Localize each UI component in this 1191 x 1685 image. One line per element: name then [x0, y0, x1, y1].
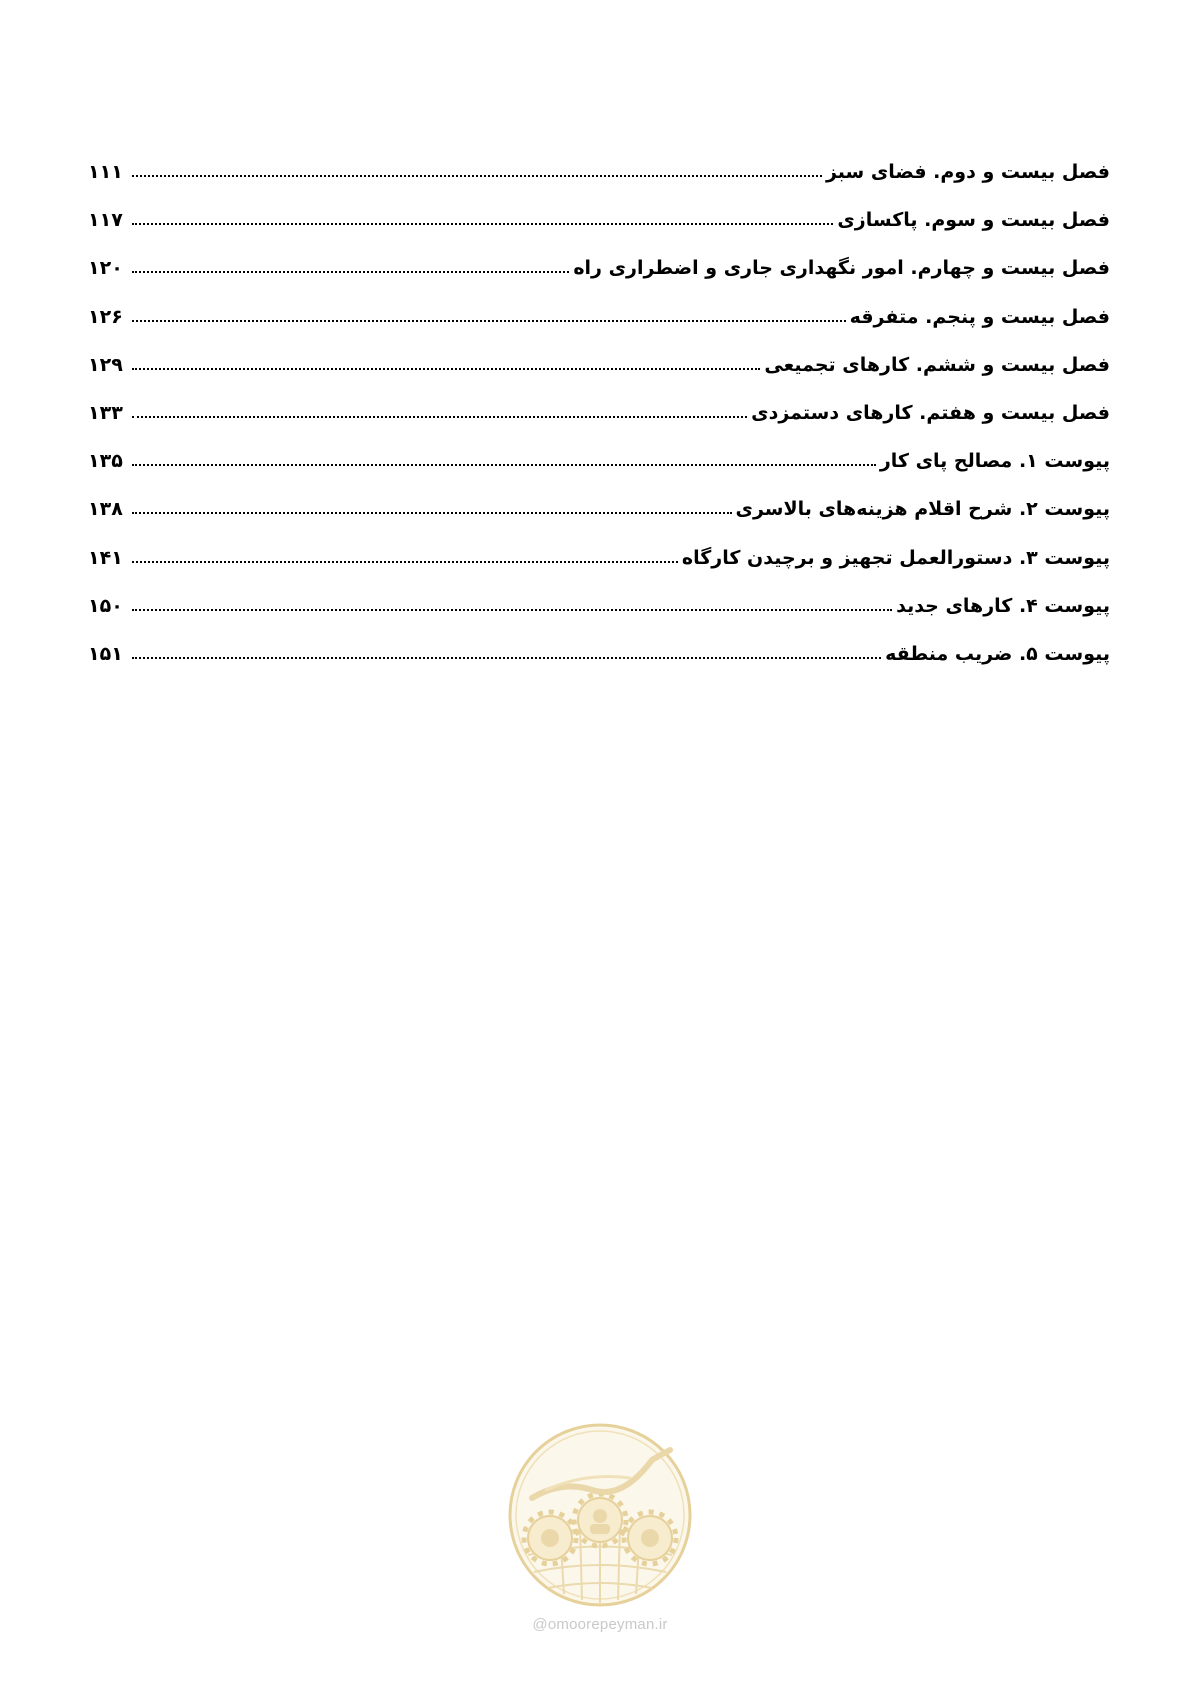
toc-dot-leader — [132, 209, 833, 227]
toc-entry-page: ۱۲۰ — [88, 257, 123, 280]
toc-entry-page: ۱۴۱ — [88, 546, 123, 569]
watermark-logo-graphic — [502, 1420, 698, 1610]
toc-dot-leader — [132, 547, 678, 565]
toc-dot-leader — [132, 306, 846, 324]
toc-dot-leader — [132, 257, 569, 275]
toc-dot-leader — [132, 595, 892, 613]
toc-entry[interactable] — [88, 351, 1110, 399]
toc-entry-page: ۱۲۶ — [88, 305, 123, 328]
toc-entry[interactable] — [88, 158, 1110, 206]
toc-entry-page: ۱۳۳ — [88, 401, 123, 424]
toc-entry-page: ۱۲۹ — [88, 353, 123, 376]
toc-entry[interactable] — [88, 544, 1110, 592]
watermark-url: @omoorepeyman.ir — [532, 1616, 668, 1633]
omoorepeyman-logo-icon — [502, 1420, 698, 1610]
toc-dot-leader — [132, 402, 747, 420]
toc-entry-title: پیوست ۴. کارهای جدید — [896, 594, 1110, 617]
toc-entry[interactable] — [88, 206, 1110, 254]
toc-entry-title: فصل بیست و ششم. کارهای تجمیعی — [764, 353, 1110, 376]
toc-entry-page: ۱۵۱ — [88, 642, 123, 665]
toc-entry-title: پیوست ۱. مصالح پای کار — [879, 450, 1110, 473]
toc-dot-leader — [132, 643, 881, 661]
toc-entry-title: پیوست ۳. دستورالعمل تجهیز و برچیدن کارگاه — [681, 546, 1110, 569]
toc-entry-title: فصل بیست و هفتم. کارهای دستمزدی — [751, 401, 1110, 424]
toc-entry-page: ۱۵۰ — [88, 594, 123, 617]
toc-entry-page: ۱۳۸ — [88, 498, 123, 521]
toc-entry[interactable] — [88, 640, 1110, 688]
toc-entry-title: فصل بیست و سوم. پاکسازی — [837, 209, 1110, 232]
toc-entry[interactable] — [88, 254, 1110, 302]
toc-entry-title: پیوست ۲. شرح اقلام هزینه‌های بالاسری — [735, 498, 1110, 521]
toc-entry-page: ۱۱۱ — [88, 161, 123, 183]
toc-entry-page: ۱۳۵ — [88, 450, 123, 473]
toc-entry-title: فصل بیست و چهارم. امور نگهداری جاری و اضطراری راه — [573, 257, 1110, 280]
toc-dot-leader — [132, 161, 822, 179]
table-of-contents — [88, 158, 1110, 688]
toc-entry-title: فصل بیست و دوم. فضای سبز — [825, 161, 1110, 183]
toc-entry[interactable] — [88, 495, 1110, 543]
toc-dot-leader — [132, 354, 760, 372]
toc-entry[interactable] — [88, 303, 1110, 351]
toc-dot-leader — [132, 498, 732, 516]
toc-entry-page: ۱۱۷ — [88, 209, 123, 232]
watermark-url-text: omoorepeyman.ir — [547, 1616, 668, 1633]
toc-entry-title: پیوست ۵. ضریب منطقه — [885, 642, 1110, 665]
toc-entry[interactable] — [88, 447, 1110, 495]
toc-entry[interactable] — [88, 399, 1110, 447]
toc-entry-title: فصل بیست و پنجم. متفرقه — [849, 305, 1110, 328]
toc-dot-leader — [132, 450, 876, 468]
toc-entry[interactable] — [88, 592, 1110, 640]
